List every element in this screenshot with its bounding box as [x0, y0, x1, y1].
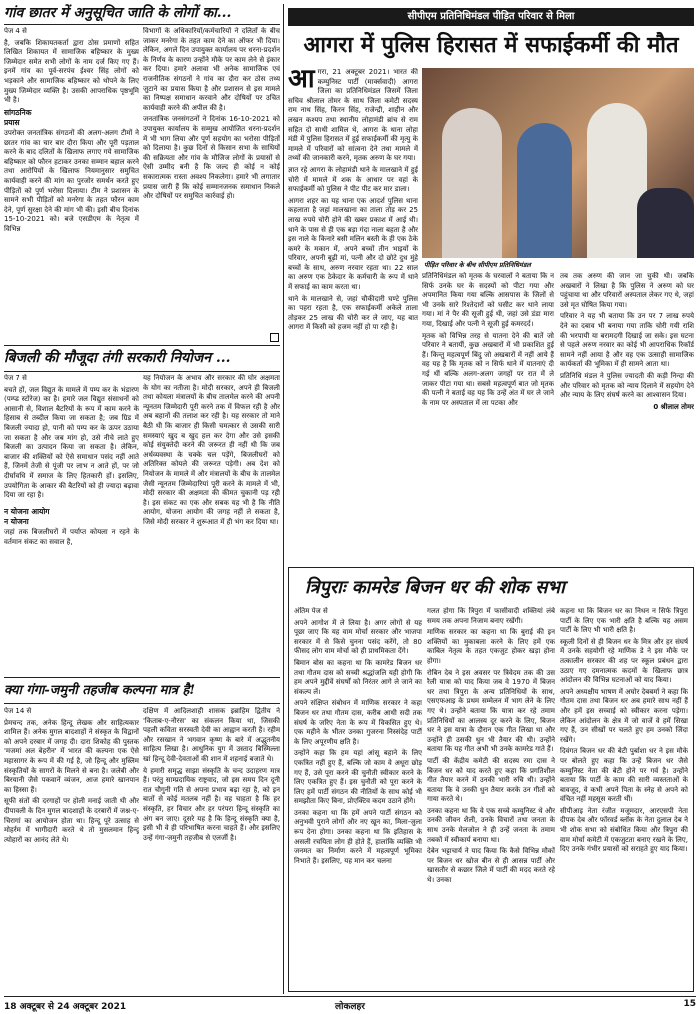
agra-column-3: [560, 272, 694, 563]
tripura-paragraph: अपने आगोश में ले लिया है। अगर लोगों से यह पूछा जाए कि यह वाम मोर्चा सरकार और भाजपा सरकार में से किसे चुनना पसंद करेंगे, तो 80 फीसद लोग वाम मोर्चा को ही प्राथमिकता देंगे।: [294, 618, 422, 656]
electricity-headline: बिजली की मौजूदा तंगी सरकारी नियोजन ...: [4, 350, 231, 366]
agra-photo: [422, 68, 694, 258]
ganga-dateline: पेज 14 से: [4, 707, 32, 715]
village-paragraph: उपरोक्त जनतांत्रिक संगठनों की अलग-अलग टीमों ने छातर गांव का चार बार दौरा किया और पूरी पड़ताल करने के बाद दलितों के खिलाफ लगाए गये सामाजिक बहिष्कार को फौरन हटाकर उनका सम्मान बहाल करने तथा आरोपियों के खिलाफ नियमानुसार समुचित कार्यवाही करने की मांग का पुरजोर समर्थन करते हुए पीड़ितों को पूर्ण भरोसा दिलाया। टीम ने प्रशासन के सामने सभी पीड़ितों को मनरेगा के तहत फौरन काम देने, पूर्ण सुरक्षा देने की मांग भी की। इसी बीच दिनांक 15-10-2021 को। बजे एसडीएम के नेतृत्व में विभिन्न: [4, 128, 139, 233]
footer-date: 18 अक्टूबर से 24 अक्टूबर 2021: [4, 1002, 127, 1012]
village-subhead: सांगठनिक: [4, 107, 32, 117]
agra-paragraph: मृतक को विभिन्न तरह से यातना देने की बातें जो परिवार ने बतायीं, कुछ अखबारों में भी प्रकाशित हुई हैं। किन्तु महत्वपूर्ण बिंदु जो अखबारों में नहीं आये हैं वह यह है कि मृतक को न सिर्फ थाने में यातनाएं दी गई थीं बल्कि अलग-अलग जगहों पर रात में ले जाकर पीटा गया था। सबसे महत्वपूर्ण बात जो मृतक की पत्नी ने बताई वह यह कि उन्हें अंत में घर ले जाने के नाम पर अस्पताल में ला पटका और: [422, 331, 554, 407]
photo-figure-shape: [637, 188, 694, 258]
village-dateline: पेज 4 से: [4, 27, 27, 35]
electricity-column-1: [4, 374, 139, 674]
agra-column-1: [288, 68, 418, 563]
agra-column-2: [422, 272, 554, 563]
tripura-paragraph: स्कूली दिनों से ही बिजन धर के मित्र और हर संघर्ष में उनके सहयोगी रहे माणिक डे ने इस मौके पर तत्कालीन सरकार की शह पर स्कूल प्रबंधन द्वारा उठाए गए दमनात्मक कदमों के खिलाफ छात्र आंदोलन की विभिन्न घटनाओं को याद किया।: [560, 637, 688, 685]
tripura-paragraph: पार्टी की केंद्रीय कमेटी की सदस्य रमा दास ने बिजन धर को याद करते हुए कहा कि प्रगतिशील गीत तैयार करने में उनकी भारी रुचि थी। उन्होंने बताया कि वे उनकी धुन तैयार करके उन गीतों को गाया करते थे।: [427, 756, 555, 804]
electricity-paragraph: जहां तक बिजलीघरों में पर्याप्त कोयला न रहने के वर्तमान संकट का सवाल है,: [4, 527, 139, 546]
electricity-dateline: पेज 7 से: [4, 374, 27, 382]
village-headline-rule: [4, 24, 280, 25]
tripura-paragraph: उन्होंने कहा कि हम यहां आंसू बहाने के लिए एकत्रित नहीं हुए हैं, बल्कि जो काम वे अधूरा छोड़ गए हैं, उसे पूरा करने की चुनौती स्वीकार करने के लिए एकत्रित हुए हैं। इस चुनौती को पूरा करने के लिए हमें पार्टी संगठन की नीतियों के साथ कोई भी समझौता किए बिना, प्रोएक्टिव कदम उठाने होंगे।: [294, 749, 422, 806]
electricity-headline-rule: [4, 371, 280, 372]
tripura-paragraph: दिवंगत बिजन धर की बेटी पुर्बाशा धर ने इस मौके पर बोलते हुए कहा कि उन्हें बिजन धर जैसे कम्युनिस्ट नेता की बेटी होने पर गर्व है। उन्होंने बताया कि पार्टी के काम की सारी व्यस्तताओं के बावजूद, वे कभी अपने पिता के स्नेह से अपने को वंचित नहीं महसूस करती थीं।: [560, 747, 688, 804]
tripura-paragraph: सीपीआइ नेता रंजीत मजूमदार, आरएसपी नेता दीपक देब और फॉरवर्ड ब्लॉक के नेता दुलाल देब ने भी शोक सभा को संबोधित किया और त्रिपुरा की वाम मोर्चा कमेटी में एकजुटता बनाए रखने के लिए, दिए उनके गंभीर प्रयासों को सराहते हुए याद किया।: [560, 806, 688, 854]
electricity-subhead: न योजना आयोग: [4, 506, 50, 516]
agra-dropcap: आ: [288, 68, 315, 94]
ganga-paragraph: प्रेमचन्द तक, अनेक हिन्दू लेखक और साहित्यकार शामिल हैं। अनेक मुगल बादशाहों ने संस्कृत के विद्वानों को अपने दरबार में जगह दी। दारा शिकोह की पुस्तक 'मजमां अल बेहरीन' में भारत की कल्पना एक ऐसे महासागर के रूप में की गई है, जो हिन्दू और मुस्लिम संस्कृतियों के सागरों के मिलने से बना है। जलेबी और बिरयानी जैसे पकवानें व्यंजन, आज हमारे खानपान का हिस्सा हैं।: [4, 718, 139, 794]
agra-paragraph: प्रतिनिधिमंडल को मृतक के घरवालों ने बताया कि न सिर्फ उनके घर के सदस्यों को पीटा गया और अपमानित किया गया बल्कि आसपास के जिलों से भी उनके सारे रिश्तेदारों को घसीट कर थाने लाया गया। मां ने पैर की सूजी हुई थी, जहां उसे डंडा मारा गया, दिखाई और पत्नी ने सूजी हुई कमरदर्द।: [422, 272, 554, 328]
ganga-column-2: [143, 707, 280, 994]
tripura-paragraph: उनका कहना था कि वे एक सच्चे कम्युनिस्ट थे और उनकी जीवन शैली, उनके विचारों तथा जनता के साथ उनके मेलजोल ने ही उन्हें जनता के तमाम तबकों में स्वीकार्य बनाया था।: [427, 806, 555, 844]
tripura-paragraph: अंतिम पेज से: [294, 607, 328, 615]
village-subhead: प्रयास: [4, 118, 20, 128]
tripura-paragraph: कहना था कि बिजन धर का निधन न सिर्फ त्रिपुरा पार्टी के लिए एक भारी क्षति है बल्कि यह असम पार्टी के लिए भी भारी क्षति है।: [560, 607, 688, 635]
agra-paragraph: आगरा शहर का यह थाना एक आदर्श पुलिस थाना कहलाता है जहां मालखाना का ताला तोड़ कर 25 लाख रुपये चोरी होने की खबर प्रकाश में आई थी। थाने के पास से ही एक बड़ा गंदा नाला बहता है और इस नाले के किनारे बसी मलिन बस्ती के ही एक ठेके कमरे के मकान में, अपने बच्चों तीन भाइयों के परिवार, अपनी बूढ़ी मां, पत्नी और दो छोटे दुध मुंहे बच्चों के साथ, अरुण नरवार रहता था। 22 साल का अरुण एक ठेकेदार के कर्मचारी के रूप में थाने में सफाई का काम करता था।: [288, 196, 418, 292]
electricity-column-2: [143, 374, 280, 674]
footer-publication: लोकलहर: [335, 1002, 365, 1012]
ganga-column-1: [4, 707, 139, 994]
ganga-paragraph: दक्षिण में आदिलशाही शासक इब्राहिम द्वितीय ने 'किताब-ए-नौरस' का संकलन किया था, जिसकी पहली कविता सरस्वती देवी का आह्वान करती है। रहीम और रसखान ने भगवान कृष्ण के बारे में अद्भुतनीय साहित्य लिखा है। आधुनिक युग में उस्ताद बिस्मिल्ला खां हिन्दू देवी-देवताओं की शान में शहनाई बजाते थे।: [143, 707, 280, 763]
agra-paragraph: थाने के मालखाने से, जहां चौकीदारी घण्टे पुलिस का पहरा रहता है, एक सफाईकर्मी अकेले ताला तोड़कर 25 लाख की चोरी कर ले जाए, यह बात आगरा में किसी को हजम नहीं हो पा रही है।: [288, 294, 418, 332]
tripura-paragraph: रोबिन देब ने इस अवसर पर त्रिवेदम तक की उस रैली यात्रा को याद किया जब वे 1970 में बिजन धर तथा त्रिपुरा के अन्य प्रतिनिधियों के साथ, एसएफआइ के प्रथम सम्मेलन में भाग लेने के लिए गए थे। उन्होंने बताया कि यात्रा कर रहे तमाम प्रतिनिधियों का आलस्य दूर करने के लिए, बिजन धर ने इस यात्रा के दौरान एक गीत लिखा था और उन्होंने ही उसकी धुन भी तैयार की थी। उन्होंने बताया कि यह गीत अभी भी उनके कामरेड गाते हैं।: [427, 668, 555, 754]
agra-kicker: सीपीएम प्रतिनिधिमंडल पीड़ित परिवार से मिला: [288, 8, 694, 26]
ganga-paragraph: सूफी संतों की दरगाहों पर होली मनाई जाती थी और दीपावली के दिन मुगल बादशाहों के दरबारों में जश्न-ए-चिरागां का आयोजन होता था। हिन्दू पूरे उत्साह से मोहर्रम में भागीदारी करते थे तो मुसलमान हिन्दू त्योहारों का आनंद लेते थे।: [4, 797, 139, 844]
agra-paragraph: [288, 68, 418, 164]
ganga-paragraph: ये हमारी समृद्ध साझा संस्कृति के चन्द उदाहरण मात्र हैं। परंतु साम्प्रदायिक राष्ट्रवाद, जो इस समय दिन दूनी रात चौगुनी गति से अपना प्रभाव बढ़ा रहा है, को इन बातों से कोई मतलब नहीं है। वह चाहता है कि हर संस्कृति, हर विचार और हर परंपरा हिन्दू संस्कृति का अंग बन जाए। दूसरे यह है कि हिन्दू संस्कृति क्या है, इसी भी वे ही परिभाषित करना चाहते हैं। और इसलिए उन्हें गंगा-जमुनी तहजीब से एलर्जी है।: [143, 766, 280, 842]
village-paragraph: है, जबकि शिकायतकर्ता द्वारा ठोस प्रमाणों सहित लिखित शिकायत में सामाजिक बहिष्कार के मुख्य जिम्मेदार समेत सभी लोगों के नाम दर्ज किए गए हैं। इनमें गांव का पूर्व-सरपंच ईश्वर सिंह लोगों को भड़काने और सामाजिक बहिष्कार को थोपने के लिए मुख्य जिम्मेदार व्यक्ति है। उसकी आपराधिक पृष्ठभूमि भी है।: [4, 38, 139, 105]
end-mark-icon: [270, 333, 279, 342]
electricity-top-rule: [4, 345, 280, 346]
electricity-paragraph: यह नियोजन के अभाव और सरकार की घोर अक्षमता के योग का नतीजा है। मोदी सरकार, अपने ही बिजली तथा कोयला मंत्रालयों के बीच तालमेल करने की अपनी न्यूनतम जिम्मेदारी पूरी करने तक में विफल रही है और अब बहानों की तलाश कर रही है। यह सरकार तो माने बैठी थी कि बाजार ही किसी चमत्कार से उसकी सारी समस्याएं खुद ब खुद हल कर देगा और उसे इसकी कोई संयुक्तेदी करने की जरूरत ही नहीं थी कि जब अर्थव्यवस्था के चक्के चल पड़ेंगे, बिजलीघरों को अतिरिक्त कोयले की जरूरत पड़ेगी। अब देश को नियोजन के मामले में और मंत्रालयों के बीच के तालमेल जैसी न्यूनतम जिम्मेदारियां पूरी करने के मामले में भी, मोदी सरकार की अक्षमता की कीमत चुकानी पड़ रही है। इस संकट का एक और सबक यह भी है कि नीति आयोग, योजना आयोग की जगह नहीं ले सकता है, जिसे मोदी सरकार ने शुरूआत में ही भंग कर दिया था।: [143, 374, 280, 526]
ganga-headline: क्या गंगा-जमुनी तहजीब कल्पना मात्र है!: [4, 683, 196, 698]
footer-page-number: 15: [683, 999, 696, 1009]
village-column-2: [143, 27, 280, 334]
tripura-paragraph: माणिक सरकार का कहना था कि बुराई की इन शक्तियों का मुकाबला करने के लिए हमें एक काबिल नेतृत्व के तहत एकजुट होकर खड़ा होना होगा।: [427, 628, 555, 665]
tripura-paragraph: देबेन भट्टाचार्य ने याद किया कि कैसे विभिन्न मौकों पर बिजन धर खोज बीन से ही आसन्न पार्टी और खासतौर से कछार जिले में पार्टी की मदद करते रहे थे। उनका: [427, 847, 555, 885]
page-column-divider: [283, 4, 284, 994]
tripura-headline: त्रिपुराः कामरेड बिजन धर की शोक सभा: [305, 577, 565, 598]
agra-lead-text: गरा, 21 अक्टूबर 2021। भारत की कम्युनिस्ट पार्टी (मार्क्सवादी) आगरा जिला का प्रतिनिधिमंडल जिसमें जिला सचिव श्रीलाल तोमर के साथ जिला कमेटी सदस्य राम नाथ सिंह, किरन सिंह, राजेन्द्री, शाहीन और लखन कश्यप तथा स्थानीय लोहामंडी ब्रांच से राम सहित दो साथी शामिल थे, आगरा के थाना लोहा मंडी में पुलिस हिरासत में हुई सफाईकर्मी की मृत्यु के मामले में परिवारों को सांत्वना देने तथा मामले में तथ्यों की जानकारी करने, मृतक अरुण के घर गया।: [288, 68, 418, 163]
photo-figure-shape: [442, 108, 502, 258]
village-column-1: [4, 27, 139, 334]
electricity-subhead: न योजना: [4, 517, 29, 527]
tripura-column-1: [294, 607, 422, 985]
agra-paragraph: तब तक अरुण की जान जा चुकी थी। जबकि अखबारों ने लिखा है कि पुलिस ने अरुण को घर पहुंचाया था और परिवारों अस्पताल लेकर गए थे, जहां उसे मृत घोषित किया गया।: [560, 272, 694, 309]
tripura-paragraph: उनका कहना था कि हमें अपने पार्टी संगठन को अनुभवी पुराने लोगों और नए खून का, मिला-जुला रूप देना होगा। उनका कहना था कि इतिहास के असली रचयिता लोग ही होते हैं, हालांकि व्यक्ति भी जनमत का निर्माण करने में महत्वपूर्ण भूमिका निभाते हैं। इसलिए, यह मान कर चलना: [294, 808, 422, 865]
tripura-paragraph: गलत होगा कि त्रिपुरा में फासीवादी शक्तियां लंबे समय तक अपना निजाम बनाए रखेंगी।: [427, 607, 555, 625]
agra-byline: 0 श्रीलाल तोमर: [653, 402, 694, 411]
village-paragraph: जनतांत्रिक जनसंगठनों ने दिनांक 16-10-2021 को उपायुक्त कार्यालय के सम्मुख आयोजित धरना-प्रदर्शन में भी भाग लिया और पूर्ण सहयोग का भरोसा पीड़ितों को दिलाया है। कुछ दिनों से किसान सभा के साथियों की सक्रियता और गांव के मौजिज लोगों के प्रयासों से ऐसी उम्मीद बनी है कि जल्द ही कोई न कोई सकारात्मक रास्ता अवश्य निकलेगा। हमारे भी लगातार प्रयास जारी हैं कि कोई सम्मानजनक समाधान निकले और दोषियों पर समुचित कार्रवाई हो।: [143, 115, 280, 201]
agra-paragraph: प्रतिनिधि मंडल ने पुलिस ज्यादती की कड़ी निन्दा की और परिवार को मृतक को न्याय दिलाने में सहयोग देने और न्याय के लिए संघर्ष करने का आश्वासन दिया।: [560, 371, 694, 400]
ganga-headline-rule: [4, 703, 280, 704]
agra-photo-caption: पीड़ित परिवार के बीच सीपीएम प्रतिनिधिमंडल: [424, 261, 531, 269]
photo-figure-shape: [517, 123, 572, 258]
tripura-column-3: [560, 607, 688, 985]
tripura-paragraph: अपने अध्यक्षीय भाषण में अघोर देबबर्मा ने कहा कि गौतम दास तथा बिजन धर अब हमारे साथ नहीं हैं और हमें इस सच्चाई को स्वीकार करना पड़ेगा। लेकिन आंदोलन के क्षेत्र में जो वाजें वे हमें सिखा गए हैं, उन सीखों पर चलते हुए हम उनको जिंदा रखेंगे।: [560, 687, 688, 744]
tripura-paragraph: बिमान बोस का कहना था कि कामरेड बिजन धर तथा गौतम दास को सच्ची श्रद्धांजलि यही होगी कि हम अपने मुद्दीवें संघर्षों को निरंतर आगे ले जाने का संकल्प लें।: [294, 658, 422, 696]
village-headline: गांव छातर में अनुसूचित जाति के लोगों का...: [4, 5, 232, 21]
agra-paragraph: परिवार ने यह भी बताया कि उन पर 7 लाख रुपये देने का दबाव भी बनाया गया ताकि चोरी गयी राशि की भरपायी या बरामदगी दिखाई जा सके। इस घटना से पहले अरुण नरवार का कोई भी आपराधिक रिकॉर्ड सामने नहीं आया है और वह एक उत्साही सामाजिक कार्यकर्ता की भूमिका में ही सामने आता था।: [560, 312, 694, 369]
footer-rule: [4, 996, 696, 997]
tripura-column-2: [427, 607, 555, 985]
agra-paragraph: ज्ञात रहे आगरा के लोहामंडी थाने के मालखाने में हुई चोरी में मामले में शक के आधार पर वहां के सफाईकर्मी को पुलिस ने पीट पीट कर मार डाला।: [288, 165, 418, 194]
agra-headline: आगरा में पुलिस हिरासत में सफाईकर्मी की मौत: [303, 32, 679, 58]
tripura-paragraph: अपने संक्षिप्त संबोधन में माणिक सरकार ने कहा बिजन धर तथा गौतम दास, करीब आधी सदी तक संघर्ष के जरिए नेता के रूप में विकसित हुए थे। एक महीने के भीतर उनका गुजरना निस्संदेह पार्टी के लिए अपूरणीय क्षति है।: [294, 699, 422, 746]
village-paragraph: विभागों के अधिकारियों/कर्मचारियों ने दलितों के बीच जाकर मनरेगा के तहत काम देने का ऑफर भी दिया। लेकिन, अगले दिन उपायुक्त कार्यालय पर धरना-प्रदर्शन के निर्णय के कारण उन्होंने मौके पर काम लेने से इंकार कर दिया। हमारे अलावा भी अनेक सामाजिक एवं राजनीतिक संगठनों ने गांव का दौरा कर ठोस तथ्य जुटाने का प्रयास किया है और प्रशासन से इस मामले का निष्पक्ष समाधान करवाने और दोषियों पर उचित कार्यवाही करने की अपील की है।: [143, 27, 280, 112]
ganga-top-rule: [4, 677, 280, 678]
electricity-paragraph: बचते हों, जल विद्युत के मामले में पम्प कर के भंडारण (पम्प्ड स्टोरेज) का है। हमारे जल विद्युत संसाधनों को आसानी से, विशाल बैटरियों के रूप में काम करने के हिसाब से तब्दील किया जा सकता है; जब ग्रिड में बिजली ज्यादा हो, पानी को पम्प कर के ऊपर उठाया जा सकता है और जब मांग हो, उसे नीचे लाते हुए बिजली का उत्पादन किया जा सकता है। लेकिन, बाजार की शक्तियों को ऐसे समाधान पसंद नहीं आते हैं, जिनमें तेजी से पूंजी पर लाभ न आते हों, पर जो दीर्घावधि में समाज के लिए हितकारी हों। इसलिए, उपयोगिता के आकार की बैटरियों को ही ज्यादा बढ़ावा दिया जा रहा है।: [4, 385, 139, 500]
